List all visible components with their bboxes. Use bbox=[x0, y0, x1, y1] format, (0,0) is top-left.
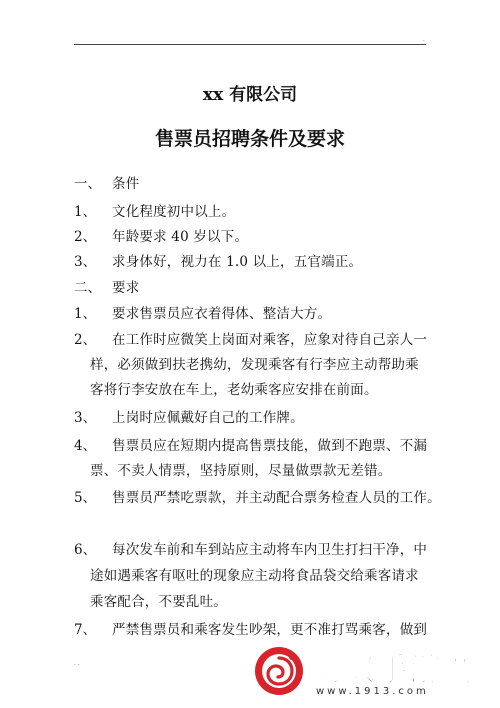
requirement-4-line-1: 售票员应在短期内提高售票技能，做到不跑票、不漏 bbox=[112, 438, 428, 454]
ant-logo-icon bbox=[252, 644, 306, 698]
condition-2-text: 年龄要求 40 岁以下。 bbox=[112, 229, 249, 245]
requirement-7-line-1: 严禁售票员和乘客发生吵架，更不准打骂乘客，做到 bbox=[112, 622, 428, 638]
requirement-3-line-1: 上岗时应佩戴好自己的工作牌。 bbox=[112, 410, 304, 426]
requirement-2-line-2: 样，必须做到扶老携幼，发现乘客有行李应主动帮助乘 bbox=[90, 357, 419, 373]
condition-1-number: 1、 bbox=[74, 204, 97, 220]
requirement-6-line-1: 每次发车前和车到站应主动将车内卫生打扫干净，中 bbox=[112, 542, 428, 558]
section-1-number: 一、 bbox=[74, 176, 101, 192]
condition-1-text: 文化程度初中以上。 bbox=[112, 204, 236, 220]
section-1-title: 条件 bbox=[112, 176, 140, 192]
requirement-6-line-2: 途如遇乘客有呕吐的现象应主动将食品袋交给乘客请求 bbox=[90, 568, 419, 584]
header-rule bbox=[74, 44, 426, 45]
section-2-number: 二、 bbox=[74, 280, 101, 296]
watermark-url: www.1913.com bbox=[316, 686, 429, 697]
requirement-6-line-3: 乘客配合，不要乱吐。 bbox=[90, 594, 227, 610]
requirement-1-number: 1、 bbox=[74, 306, 97, 322]
document-title: 售票员招聘条件及要求 bbox=[154, 128, 345, 150]
requirement-7-number: 7、 bbox=[74, 622, 97, 638]
condition-3-text: 求身体好，视力在 1.0 以上，五官端正。 bbox=[112, 254, 363, 270]
watermark-brand: 蚂蚁手游网 bbox=[310, 650, 476, 688]
requirement-5-line-1: 售票员严禁吃票款，并主动配合票务检查人员的工作。 bbox=[112, 490, 441, 506]
requirement-3-number: 3、 bbox=[74, 410, 97, 426]
requirement-2-line-1: 在工作时应微笑上岗面对乘客，应象对待自己亲人一 bbox=[112, 332, 428, 348]
section-2-title: 要求 bbox=[112, 280, 140, 296]
condition-3-number: 3、 bbox=[74, 254, 97, 270]
requirement-4-number: 4、 bbox=[74, 438, 97, 454]
condition-2-number: 2、 bbox=[74, 229, 97, 245]
requirement-6-number: 6、 bbox=[74, 542, 97, 558]
requirement-1-line-1: 要求售票员应衣着得体、整洁大方。 bbox=[112, 306, 332, 322]
watermark bbox=[252, 640, 496, 702]
requirement-2-number: 2、 bbox=[74, 332, 97, 348]
header-mark: . bbox=[423, 36, 425, 43]
requirement-4-line-2: 票、不卖人情票，坚持原则，尽量做票款无差错。 bbox=[90, 463, 392, 479]
footer-mark: . . bbox=[74, 660, 80, 667]
requirement-5-number: 5、 bbox=[74, 490, 97, 506]
requirement-2-line-3: 客将行李安放在车上，老幼乘客应安排在前面。 bbox=[90, 382, 378, 398]
company-name: xx 有限公司 bbox=[202, 85, 298, 105]
